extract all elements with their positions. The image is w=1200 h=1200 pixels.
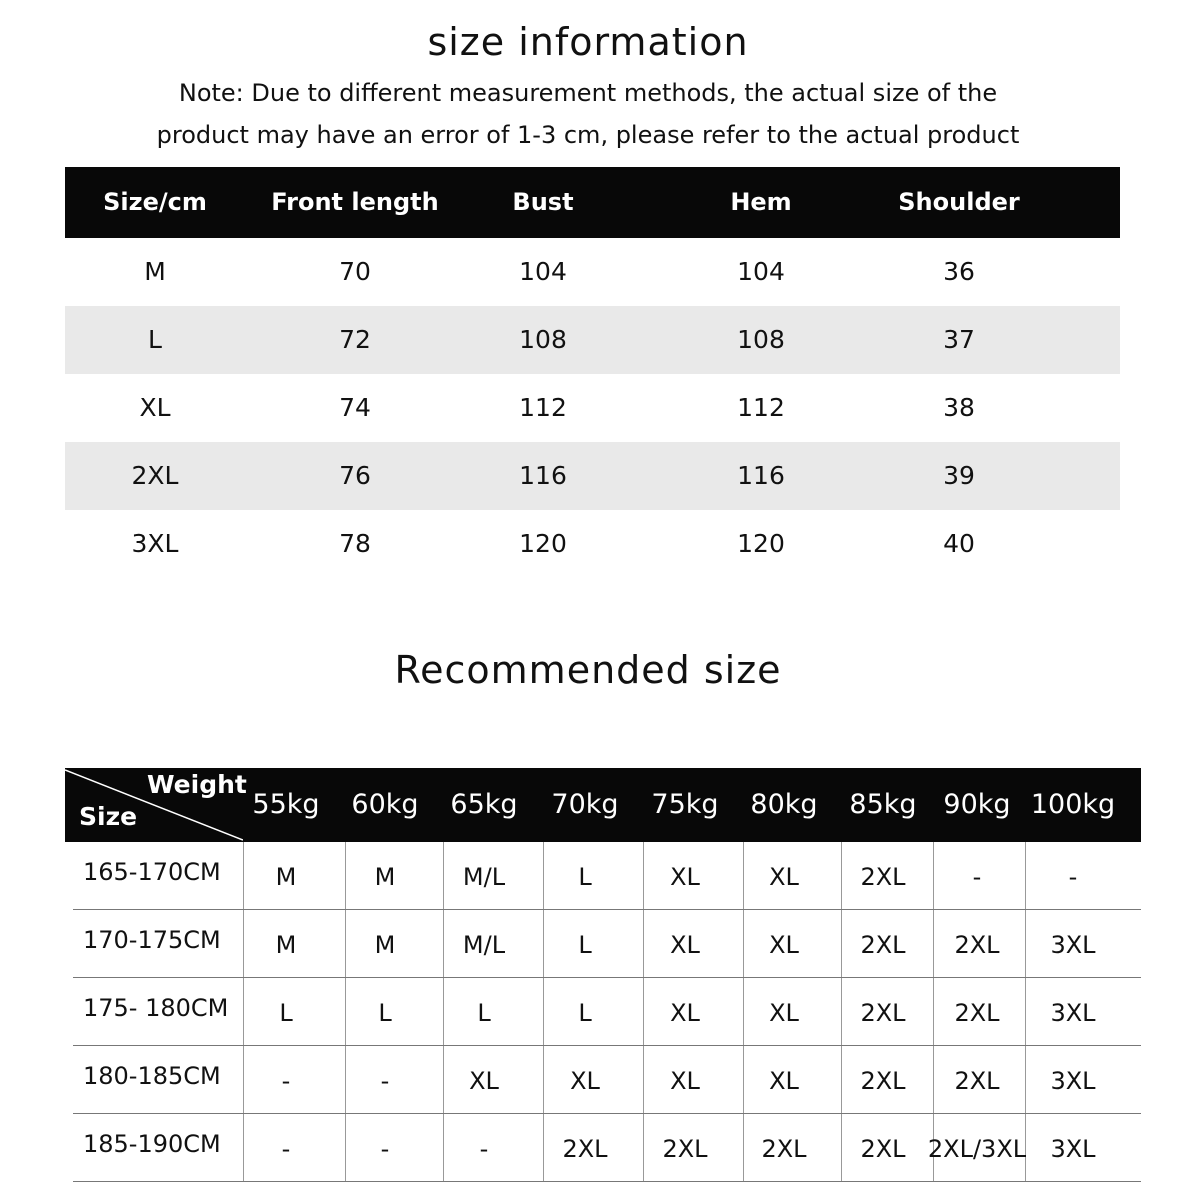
recommended-size-cell: - <box>972 863 982 891</box>
column-divider <box>841 1114 842 1181</box>
recommended-size-cell: 2XL <box>761 1135 807 1163</box>
column-divider <box>643 978 644 1045</box>
column-divider <box>443 1046 444 1113</box>
recommended-size-cell: M <box>374 931 396 959</box>
column-divider <box>841 978 842 1045</box>
recommended-size-cell: XL <box>769 863 799 891</box>
size-table-cell: 116 <box>519 461 567 490</box>
recommended-size-cell: L <box>578 863 592 891</box>
recommended-size-cell: 3XL <box>1050 1067 1096 1095</box>
height-range-label: 175- 180CM <box>83 994 229 1022</box>
column-divider <box>643 842 644 909</box>
recommended-size-cell: XL <box>769 1067 799 1095</box>
size-table-row <box>65 510 1120 578</box>
size-table-cell: XL <box>139 393 171 422</box>
recommended-size-cell: L <box>578 931 592 959</box>
weight-header-cell: 100kg <box>1030 789 1116 820</box>
note-line-2: product may have an error of 1-3 cm, please refer to the actual product <box>156 121 1020 149</box>
height-range-label: 185-190CM <box>83 1130 221 1158</box>
size-table-cell: 39 <box>943 461 975 490</box>
column-divider <box>243 978 244 1045</box>
weight-header-cell: 90kg <box>943 789 1011 820</box>
size-table-cell: 120 <box>737 529 785 558</box>
size-table-cell: 3XL <box>131 529 179 558</box>
recommended-size-cell: XL <box>670 1067 700 1095</box>
recommended-size-cell: 2XL <box>860 999 906 1027</box>
size-table-cell: 104 <box>519 257 567 286</box>
recommended-size-cell: XL <box>670 999 700 1027</box>
weight-header-cell: 70kg <box>551 789 619 820</box>
column-divider <box>443 910 444 977</box>
recommended-size-cell: - <box>479 1135 489 1163</box>
recommended-size-cell: - <box>380 1067 390 1095</box>
column-divider <box>243 842 244 909</box>
recommended-size-cell: 2XL <box>954 1067 1000 1095</box>
column-divider <box>743 842 744 909</box>
column-divider <box>643 910 644 977</box>
note-line-1: Note: Due to different measurement methods, the actual size of the <box>178 79 998 107</box>
measurement-note <box>0 72 1176 156</box>
recommended-size-cell: - <box>380 1135 390 1163</box>
recommended-size-cell: 3XL <box>1050 999 1096 1027</box>
recommended-size-cell: XL <box>570 1067 600 1095</box>
recommended-size-cell: XL <box>670 863 700 891</box>
size-table-cell: 112 <box>737 393 785 422</box>
recommended-size-cell: L <box>279 999 293 1027</box>
recommended-size-cell: M/L <box>462 863 506 891</box>
column-divider <box>443 978 444 1045</box>
size-table-cell: 38 <box>943 393 975 422</box>
size-table-row <box>65 238 1120 306</box>
column-divider <box>543 1114 544 1181</box>
size-information-title: size information <box>427 20 749 64</box>
size-table-cell: 72 <box>339 325 371 354</box>
size-table-body <box>65 238 1120 578</box>
corner-header-cell <box>65 768 247 842</box>
column-divider <box>1025 842 1026 909</box>
recommended-size-cell: 2XL <box>954 931 1000 959</box>
size-table-header-cell: Bust <box>512 188 574 216</box>
column-divider <box>743 1114 744 1181</box>
size-table-cell: 120 <box>519 529 567 558</box>
size-table-cell: 40 <box>943 529 975 558</box>
size-table-cell: 116 <box>737 461 785 490</box>
column-divider <box>841 842 842 909</box>
size-table-row <box>65 442 1120 510</box>
weight-header-cell: 65kg <box>450 789 518 820</box>
size-table-cell: 37 <box>943 325 975 354</box>
recommended-size-cell: 2XL <box>662 1135 708 1163</box>
column-divider <box>841 910 842 977</box>
size-table-cell: L <box>148 325 162 354</box>
height-range-label: 170-175CM <box>83 926 221 954</box>
size-table-cell: 76 <box>339 461 371 490</box>
column-divider <box>243 1046 244 1113</box>
column-divider <box>643 1046 644 1113</box>
weight-header-cell: 60kg <box>351 789 419 820</box>
size-table-cell: 74 <box>339 393 371 422</box>
column-divider <box>743 978 744 1045</box>
recommended-size-cell: 3XL <box>1050 1135 1096 1163</box>
weight-header-cell: 80kg <box>750 789 818 820</box>
recommended-table-row <box>73 1046 1141 1114</box>
size-table-row <box>65 306 1120 374</box>
column-divider <box>933 1046 934 1113</box>
size-table-cell: M <box>144 257 166 286</box>
height-range-label: 180-185CM <box>83 1062 221 1090</box>
recommended-table-row <box>73 910 1141 978</box>
column-divider <box>643 1114 644 1181</box>
recommended-size-cell: M <box>275 931 297 959</box>
recommended-table-body <box>65 842 1141 1182</box>
column-divider <box>743 910 744 977</box>
recommended-size-cell: 2XL <box>860 1067 906 1095</box>
recommended-size-cell: 2XL <box>860 863 906 891</box>
recommended-size-cell: 2XL <box>860 1135 906 1163</box>
column-divider <box>1025 910 1026 977</box>
column-divider <box>543 978 544 1045</box>
size-table-cell: 108 <box>519 325 567 354</box>
column-divider <box>345 1114 346 1181</box>
recommended-size-cell: M <box>374 863 396 891</box>
recommended-size-cell: 3XL <box>1050 931 1096 959</box>
size-table-header-cell: Front length <box>271 188 439 216</box>
recommended-size-cell: M/L <box>462 931 506 959</box>
size-table-row <box>65 374 1120 442</box>
corner-size-label: Size <box>79 802 138 831</box>
recommended-size-title: Recommended size <box>394 648 782 692</box>
column-divider <box>1025 1046 1026 1113</box>
height-range-label: 165-170CM <box>83 858 221 886</box>
recommended-size-cell: 2XL <box>562 1135 608 1163</box>
column-divider <box>543 1046 544 1113</box>
column-divider <box>345 978 346 1045</box>
recommended-size-cell: - <box>281 1067 291 1095</box>
size-table-header-cell: Size/cm <box>103 188 207 216</box>
size-table-cell: 112 <box>519 393 567 422</box>
recommended-size-cell: - <box>281 1135 291 1163</box>
recommended-size-cell: 2XL <box>860 931 906 959</box>
size-table <box>65 167 1120 578</box>
recommended-table-row <box>73 1114 1141 1182</box>
column-divider <box>443 842 444 909</box>
recommended-table-header <box>65 768 1141 842</box>
column-divider <box>933 842 934 909</box>
recommended-size-cell: 2XL <box>954 999 1000 1027</box>
recommended-size-cell: M <box>275 863 297 891</box>
column-divider <box>841 1046 842 1113</box>
recommended-size-cell: XL <box>769 999 799 1027</box>
column-divider <box>345 910 346 977</box>
weight-header-cell: 55kg <box>252 789 320 820</box>
recommended-table-row <box>73 978 1141 1046</box>
recommended-table-row <box>73 842 1141 910</box>
column-divider <box>1025 978 1026 1045</box>
column-divider <box>243 1114 244 1181</box>
column-divider <box>543 842 544 909</box>
column-divider <box>345 842 346 909</box>
size-table-header <box>65 167 1120 238</box>
size-table-cell: 108 <box>737 325 785 354</box>
column-divider <box>345 1046 346 1113</box>
column-divider <box>543 910 544 977</box>
weight-header-cell: 85kg <box>849 789 917 820</box>
column-divider <box>933 978 934 1045</box>
recommended-size-table <box>65 768 1141 1182</box>
size-table-cell: 36 <box>943 257 975 286</box>
size-table-header-cell: Shoulder <box>898 188 1020 216</box>
corner-weight-label: Weight <box>147 770 247 799</box>
size-table-cell: 78 <box>339 529 371 558</box>
recommended-size-cell: L <box>378 999 392 1027</box>
recommended-size-cell: 2XL/3XL <box>927 1135 1027 1163</box>
recommended-size-cell: L <box>477 999 491 1027</box>
size-table-cell: 70 <box>339 257 371 286</box>
weight-header-cell: 75kg <box>651 789 719 820</box>
recommended-size-cell: XL <box>670 931 700 959</box>
recommended-size-cell: L <box>578 999 592 1027</box>
size-table-cell: 2XL <box>131 461 179 490</box>
column-divider <box>243 910 244 977</box>
size-table-header-cell: Hem <box>730 188 792 216</box>
column-divider <box>743 1046 744 1113</box>
recommended-size-cell: XL <box>769 931 799 959</box>
column-divider <box>443 1114 444 1181</box>
size-table-cell: 104 <box>737 257 785 286</box>
column-divider <box>933 910 934 977</box>
recommended-size-cell: XL <box>469 1067 499 1095</box>
recommended-size-cell: - <box>1068 863 1078 891</box>
